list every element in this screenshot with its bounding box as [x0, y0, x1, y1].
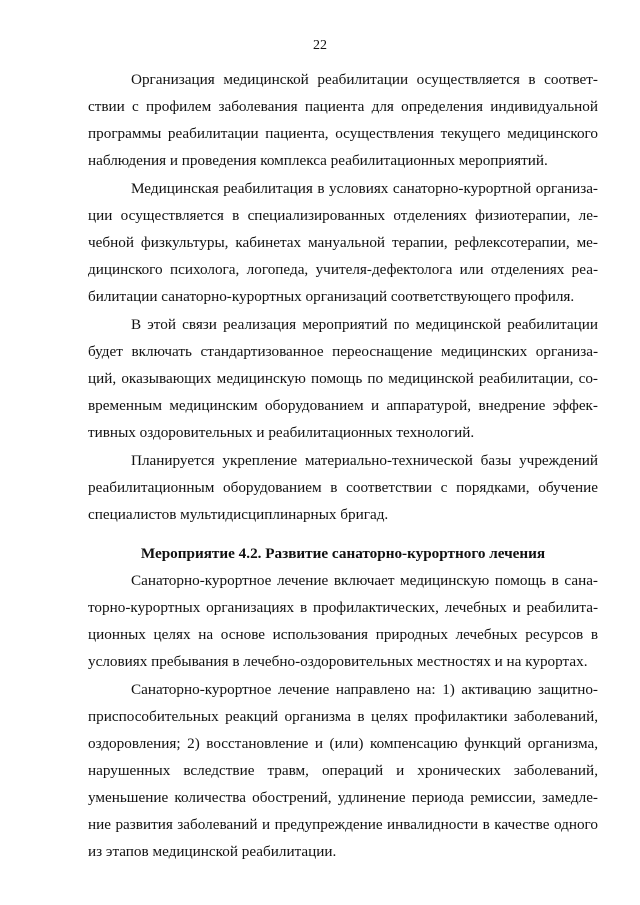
paragraph-line: ствии с профилем заболевания пациента для определения индивидуальной	[88, 98, 598, 115]
paragraph	[88, 567, 598, 675]
paragraph-line: будет включать стандартизованное переоснащение медицинских организа-	[88, 343, 598, 360]
paragraphs-after-heading	[88, 567, 598, 865]
paragraph-line: программы реабилитации пациента, осуществления текущего медицинского	[88, 125, 598, 142]
paragraph-line: приспособительных реакций организма в целях профилактики заболеваний,	[88, 708, 598, 725]
document-body	[88, 66, 598, 866]
paragraph-line: Планируется укрепление материально-технической базы учреждений	[131, 452, 598, 469]
paragraphs-before-heading	[88, 66, 598, 528]
paragraph-line: оздоровления; 2) восстановление и (или) компенсацию функций организма,	[88, 735, 598, 752]
paragraph	[88, 311, 598, 446]
paragraph-line: ций, оказывающих медицинскую помощь по медицинской реабилитации, со-	[88, 370, 598, 387]
paragraph	[88, 676, 598, 865]
page-number: 22	[313, 38, 327, 53]
paragraph-line: нарушенных вследствие травм, операций и хронических заболеваний,	[88, 762, 598, 779]
paragraph-line: В этой связи реализация мероприятий по медицинской реабилитации	[131, 316, 598, 333]
section-heading: Мероприятие 4.2. Развитие санаторно-курортного лечения	[140, 545, 546, 562]
paragraph-line: чебной физкультуры, кабинетах мануальной терапии, рефлексотерапии, ме-	[88, 234, 598, 251]
paragraph-line: ции осуществляется в специализированных отделениях физиотерапии, ле-	[88, 207, 598, 224]
paragraph-line: билитации санаторно-курортных организаций соответствующего профиля.	[88, 288, 575, 305]
paragraph-line: ционных целях на основе использования природных лечебных ресурсов в	[88, 626, 598, 643]
paragraph	[88, 175, 598, 310]
paragraph	[88, 447, 598, 528]
paragraph-line: наблюдения и проведения комплекса реабилитационных мероприятий.	[88, 152, 548, 169]
paragraph-line: специалистов мультидисциплинарных бригад.	[88, 506, 389, 523]
paragraph-line: тивных оздоровительных и реабилитационных технологий.	[88, 424, 475, 441]
paragraph-line: Организация медицинской реабилитации осуществляется в соответ-	[131, 71, 598, 88]
paragraph-line: дицинского психолога, логопеда, учителя-дефектолога или отделениях реа-	[88, 261, 598, 278]
paragraph-line: Санаторно-курортное лечение включает медицинскую помощь в сана-	[131, 572, 598, 589]
paragraph	[88, 66, 598, 174]
paragraph-line: реабилитационным оборудованием в соответствии с порядками, обучение	[88, 479, 598, 496]
paragraph-line: временным медицинским оборудованием и аппаратурой, внедрение эффек-	[88, 397, 598, 414]
paragraph-line: условиях пребывания в лечебно-оздоровительных местностях и на курортах.	[88, 653, 588, 670]
paragraph-line: уменьшение количества обострений, удлинение периода ремиссии, замедле-	[88, 789, 598, 806]
paragraph-line: Медицинская реабилитация в условиях санаторно-курортной организа-	[131, 180, 598, 197]
paragraph-line: Санаторно-курортное лечение направлено на: 1) активацию защитно-	[131, 681, 598, 698]
paragraph-line: торно-курортных организациях в профилактических, лечебных и реабилита-	[88, 599, 598, 616]
paragraph-line: ние развития заболеваний и предупреждение инвалидности в качестве одного	[88, 816, 598, 833]
paragraph-line: из этапов медицинской реабилитации.	[88, 843, 337, 860]
